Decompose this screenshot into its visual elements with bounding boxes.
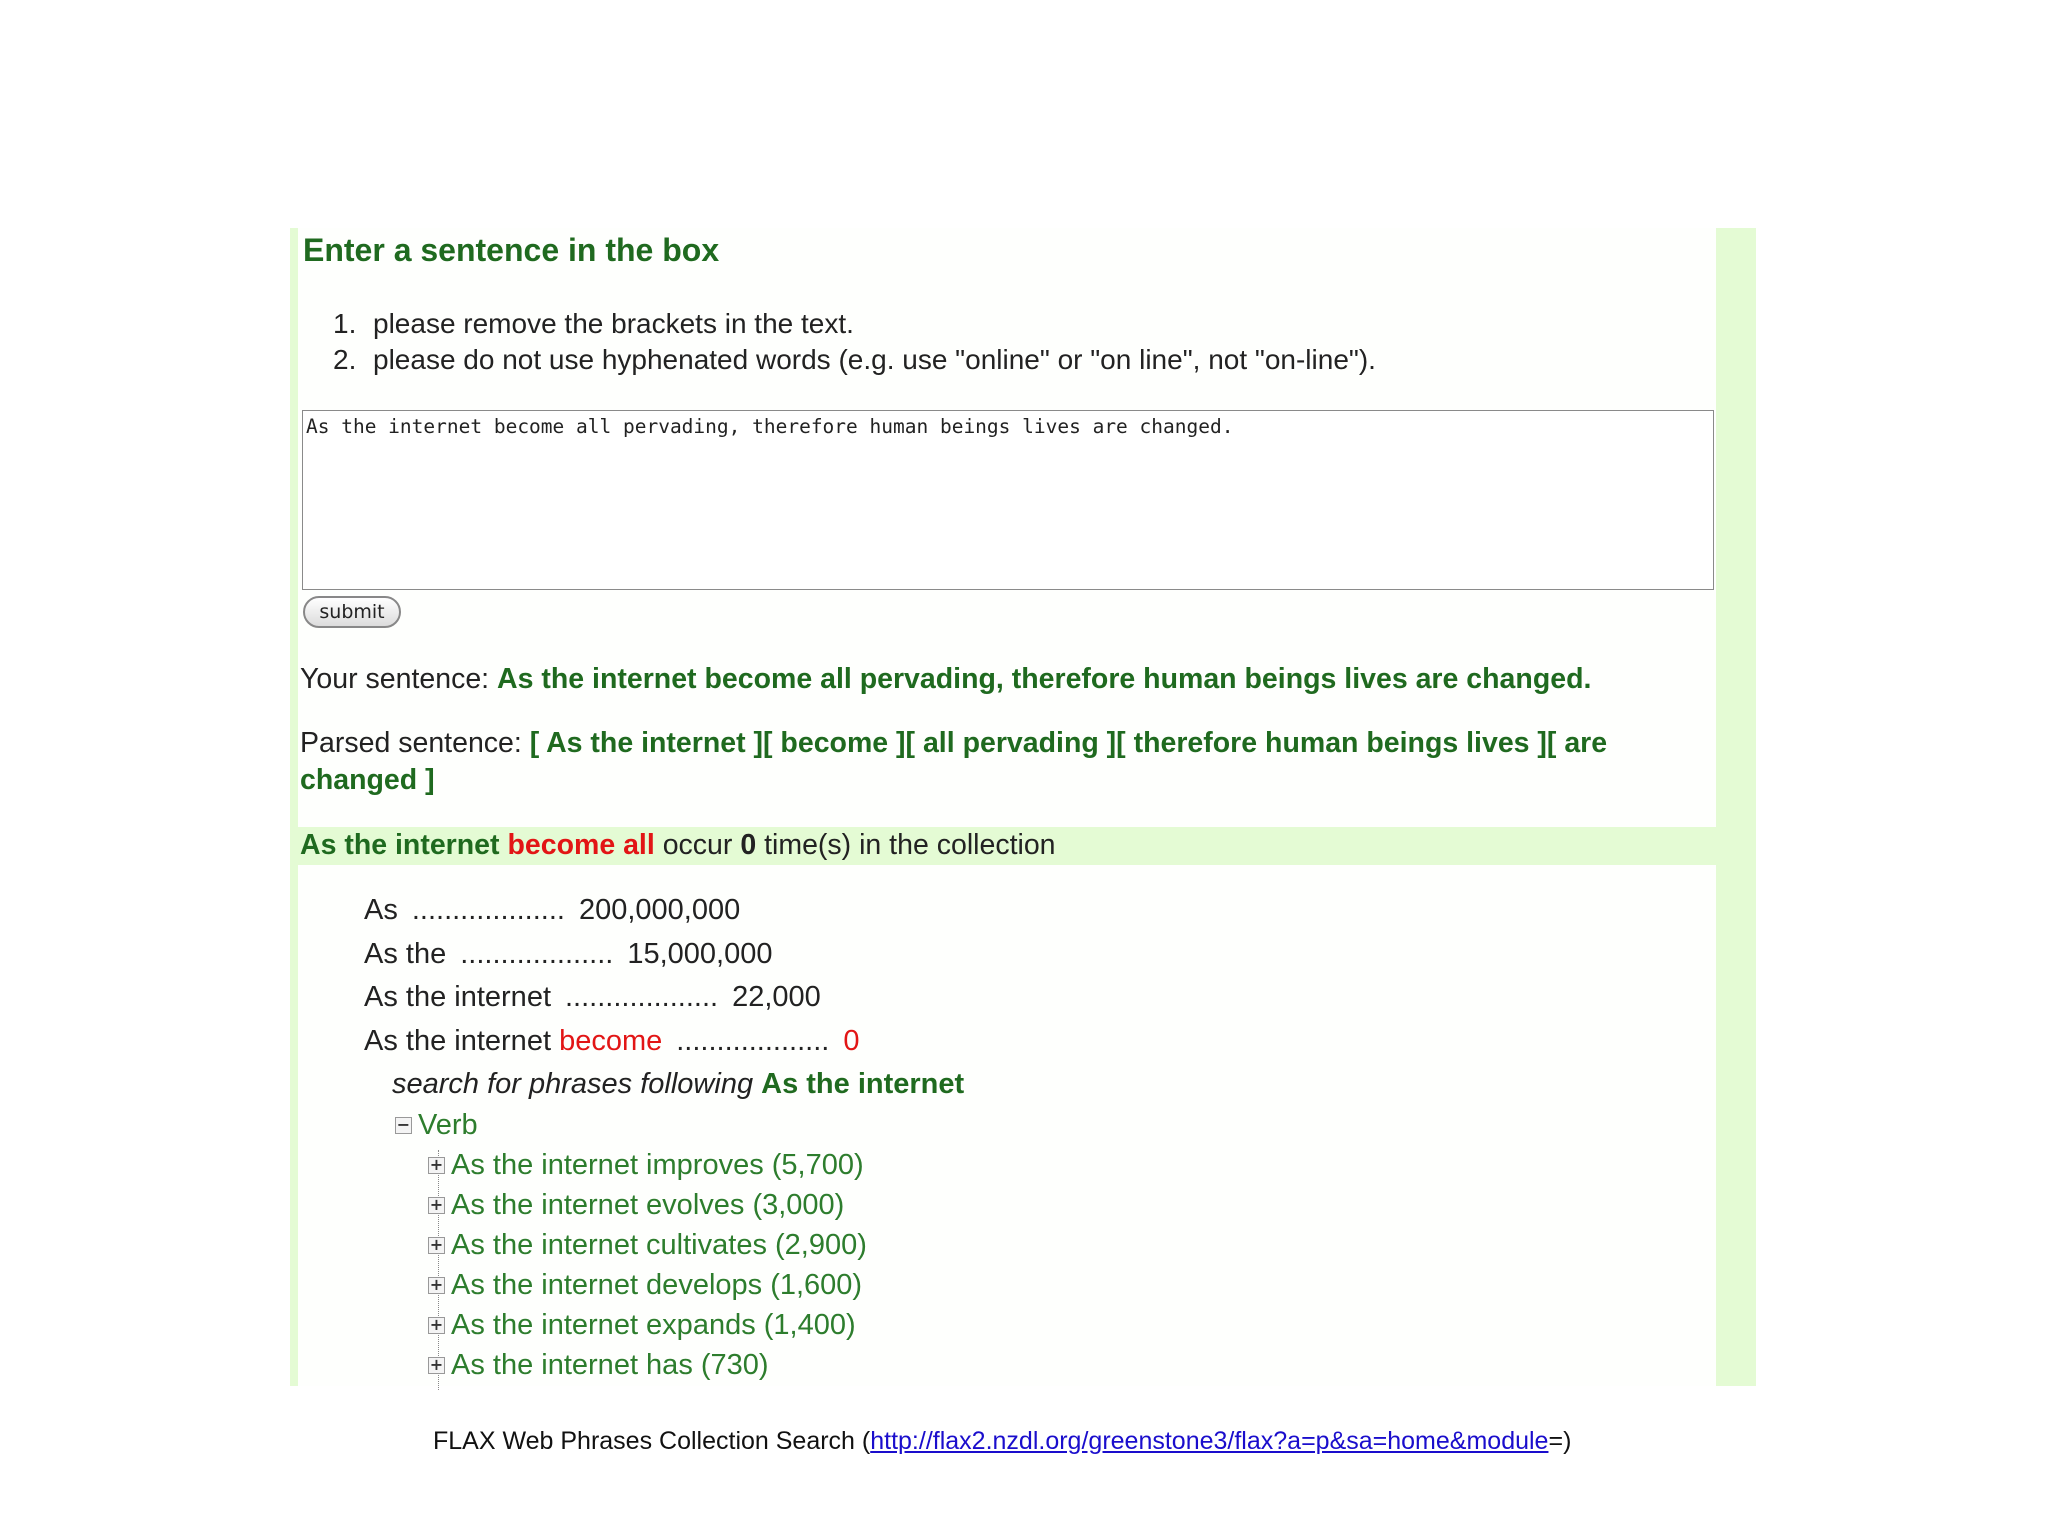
instructions-list — [333, 308, 1376, 380]
count-value: 0 — [843, 1024, 860, 1057]
caption-link[interactable]: http://flax2.nzdl.org/greenstone3/flax?a=p&sa=home&module — [870, 1427, 1549, 1455]
your-sentence-value: As the internet become all pervading, therefore human beings lives are changed. — [497, 663, 1592, 695]
tree-item-label[interactable]: As the internet cultivates (2,900) — [451, 1229, 867, 1261]
search-following-label: search for phrases following — [392, 1068, 762, 1100]
tree-item[interactable] — [395, 1225, 867, 1265]
caption — [433, 1427, 1571, 1456]
occurrence-result — [300, 829, 1056, 862]
tree-item[interactable] — [395, 1265, 867, 1305]
instruction-number: 1. — [333, 308, 357, 339]
instruction-text: please remove the brackets in the text. — [373, 308, 854, 339]
expand-icon[interactable]: + — [429, 1274, 444, 1294]
count-value: 22,000 — [732, 981, 821, 1013]
count-dots: ................... — [565, 981, 719, 1013]
tree-item-label[interactable]: As the internet develops (1,600) — [451, 1269, 863, 1301]
instruction-number: 2. — [333, 344, 357, 375]
count-value: 15,000,000 — [627, 937, 773, 970]
tree-item-label[interactable]: As the internet improves (5,700) — [451, 1149, 864, 1181]
tree-category-label[interactable]: Verb — [418, 1109, 478, 1141]
parsed-sentence-label: Parsed sentence: — [300, 727, 530, 759]
parsed-sentence-continued — [300, 764, 435, 797]
search-following — [392, 1068, 964, 1101]
collapse-icon[interactable]: − — [396, 1114, 411, 1134]
parsed-sentence-line1: [ As the internet ][ become ][ all pervading ][ therefore human beings lives ][ are — [529, 727, 1608, 759]
count-row — [364, 1020, 859, 1064]
count-value: 200,000,000 — [578, 894, 741, 926]
parsed-sentence-line2: changed ] — [300, 764, 435, 796]
count-phrase: As the internet — [364, 1024, 560, 1057]
parsed-sentence — [300, 727, 1607, 760]
tree-item[interactable] — [395, 1185, 867, 1225]
tree-item-label[interactable]: As the internet evolves (3,000) — [451, 1189, 845, 1221]
phrase-tree — [395, 1105, 867, 1385]
your-sentence — [300, 663, 1591, 696]
count-phrase-missing: become — [559, 1024, 663, 1057]
occurrence-count: 0 — [740, 829, 757, 861]
expand-icon[interactable]: + — [429, 1234, 444, 1254]
caption-prefix: FLAX Web Phrases Collection Search ( — [433, 1427, 871, 1455]
count-dots: ................... — [676, 1024, 830, 1057]
count-row — [364, 889, 859, 933]
search-following-phrase: As the internet — [761, 1068, 965, 1100]
submit-button[interactable]: submit — [303, 596, 401, 628]
tree-item[interactable] — [395, 1345, 867, 1385]
count-row — [364, 976, 859, 1020]
expand-icon[interactable]: + — [429, 1314, 444, 1334]
sentence-input[interactable] — [302, 410, 1714, 590]
instruction-text: please do not use hyphenated words (e.g. use "online" or "on line", not "on-line"). — [373, 344, 1376, 375]
tree-item-label[interactable]: As the internet has (730) — [451, 1349, 769, 1381]
expand-icon[interactable]: + — [429, 1354, 444, 1374]
count-dots: ................... — [411, 894, 565, 926]
tree-category-verb[interactable] — [395, 1105, 867, 1145]
tree-item[interactable] — [395, 1305, 867, 1345]
phrase-count-list — [364, 889, 859, 1063]
expand-icon[interactable]: + — [429, 1194, 444, 1214]
expand-icon[interactable]: + — [429, 1154, 444, 1174]
count-phrase: As the — [364, 937, 447, 970]
your-sentence-label: Your sentence: — [300, 663, 498, 695]
found-phrase: As the internet — [300, 829, 500, 861]
instruction-item — [333, 344, 1376, 380]
count-phrase: As the internet — [364, 981, 551, 1013]
instruction-item — [333, 308, 1376, 344]
count-row — [364, 933, 859, 977]
occurrence-text-end: time(s) in the collection — [756, 829, 1056, 861]
tree-item-label[interactable]: As the internet expands (1,400) — [451, 1309, 856, 1341]
count-dots: ................... — [460, 937, 614, 970]
occurrence-text: occur — [654, 829, 741, 861]
page-title: Enter a sentence in the box — [303, 232, 720, 268]
tree-item[interactable] — [395, 1145, 867, 1185]
caption-suffix: =) — [1548, 1427, 1572, 1455]
missing-phrase: become all — [507, 829, 655, 861]
count-phrase: As — [364, 894, 398, 926]
